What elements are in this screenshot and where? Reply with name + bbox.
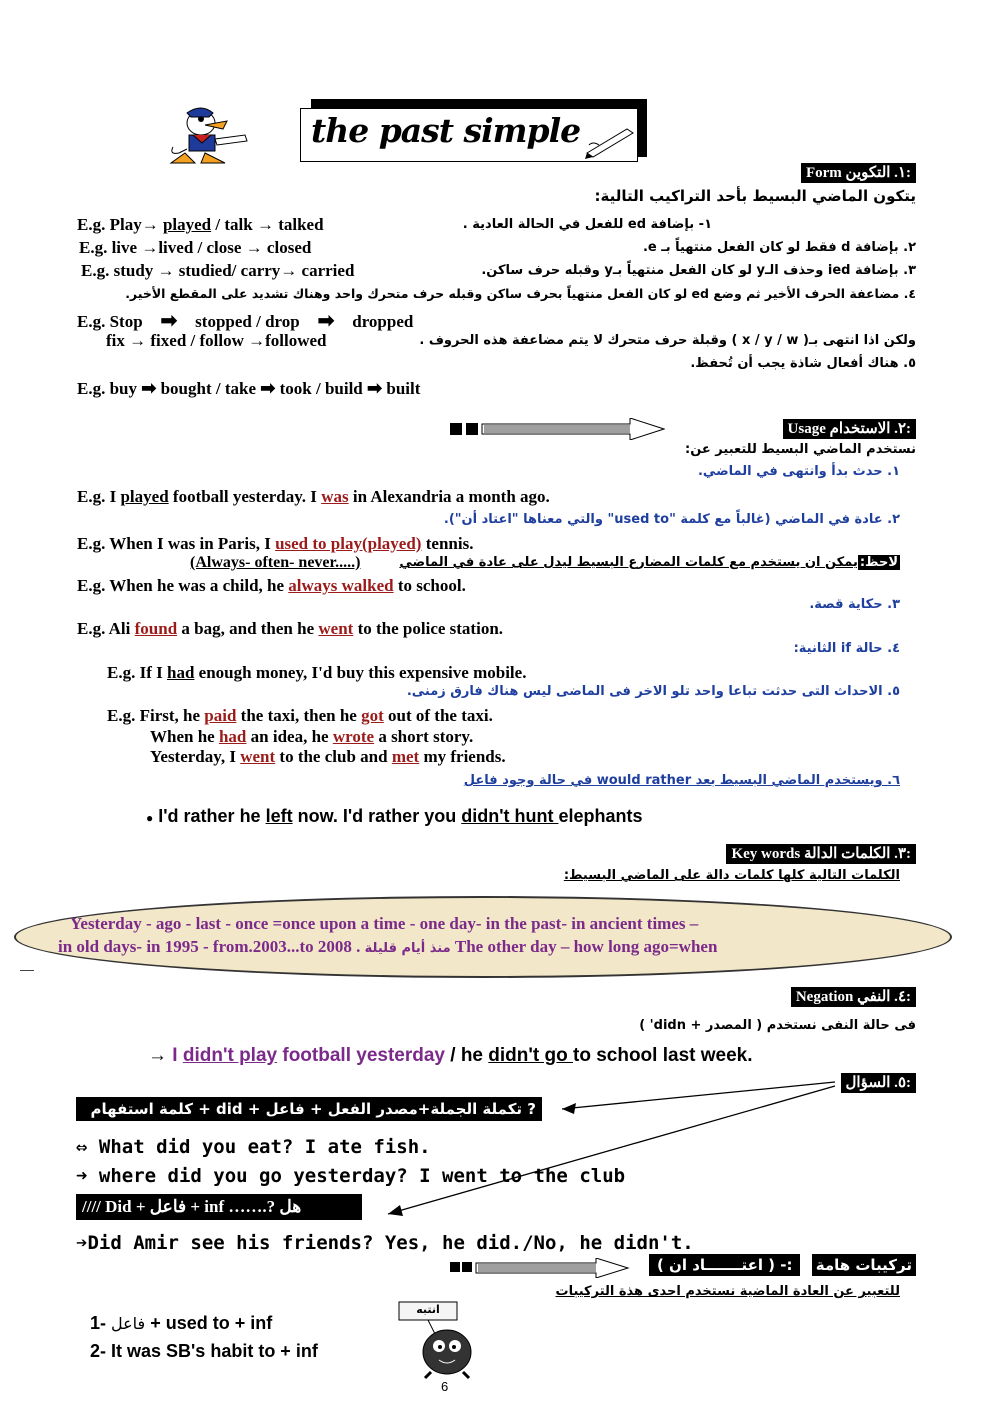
keywords-intro: الكلمات التالية كلها كلمات دالة على الماضي البسيط: xyxy=(563,868,900,883)
page-title: the past simple xyxy=(311,111,581,150)
section-header-question: ٥. السؤال: xyxy=(841,1073,917,1093)
form-example-5: E.g. buy ➡ bought / take ➡ took / build ➡ built xyxy=(77,378,421,398)
usage-example-1: E.g. I played football yesterday. I was in Alexandria a month ago. xyxy=(77,487,550,506)
usage-4: ٤. حالة if الثانية: xyxy=(793,641,900,656)
form-example-2: E.g. live →lived / close → closed xyxy=(79,238,312,257)
form-example-1: E.g. Play→ played / talk → talked xyxy=(77,215,324,234)
usage-example-5c: Yesterday, I went to the club and met my friends. xyxy=(150,747,506,766)
question-formula-2: //// Did + فاعل + inf …….? هل xyxy=(76,1194,362,1220)
page-number: 6 xyxy=(441,1379,449,1394)
bullet-icon: ● xyxy=(146,811,154,825)
usage-example-2b: E.g. When he was a child, he always walked to school. xyxy=(77,576,466,595)
negation-example: → I didn't play football yesterday / he didn't go to school last week. xyxy=(148,1045,753,1066)
pen-icon xyxy=(583,123,637,159)
usage-1: ١. حدث بدأ وانتهى في الماضي. xyxy=(697,464,900,479)
attention-badge-label: انتبه xyxy=(416,1303,440,1316)
usage-intro: نستخدم الماضي البسيط للتعبير عن: xyxy=(685,442,916,457)
important-structure-1: 1- فاعل + used to + inf xyxy=(90,1313,273,1333)
usage-example-3: E.g. Ali found a bag, and then he went to the police station. xyxy=(77,619,504,638)
usage-note: لاحظ:يمكن ان يستخدم مع كلمات المضارع البسيط ليدل على عادة في الماضي xyxy=(399,555,898,570)
section-header-negation: Negation ٤. النفي: xyxy=(791,987,916,1007)
divider xyxy=(20,970,34,971)
important-intro: للتعبير عن العادة الماضية نستخدم احدى هذة التركيبات xyxy=(555,1284,900,1299)
striped-arrow-icon xyxy=(450,418,665,440)
title-box xyxy=(300,108,638,162)
usage-5: ٥. الاحداث التى حدثت تباعا واحد تلو الاخر فى الماضى ليس هناك فارق زمنى. xyxy=(406,684,900,699)
donald-duck-illustration xyxy=(165,105,285,167)
usage-6: ٦. ويستخدم الماضي البسيط بعد would rather في حالة وجود فاعل xyxy=(463,773,900,788)
form-rule-1: ١- بإضافة ed للفعل في الحالة العادية . xyxy=(462,217,712,232)
important-structure-2: 2- It was SB's habit to + inf xyxy=(90,1341,318,1361)
form-rule-3: ٣. بإضافة ied وحذف الـy لو كان الفعل منتهياً بـy وقبله حرف ساكن. xyxy=(481,263,916,278)
form-rule-5: ٥. هناك أفعال شاذة يجب أن تُحفظ. xyxy=(690,356,916,371)
question-formula-1: ? تكملة الجملة+مصدر الفعل + فاعل + did + كلمة استفهام xyxy=(76,1097,542,1121)
question-example-1: ⇔ What did you eat? I ate fish. xyxy=(76,1136,431,1158)
question-example-2: ➜ where did you go yesterday? I went to the club xyxy=(76,1165,626,1187)
arrow-right-icon: ➡ xyxy=(141,378,157,398)
question-example-3: ➔Did Amir see his friends? Yes, he did./No, he didn't. xyxy=(76,1232,694,1254)
important-header: تركيبات هامة :- ( اعتـــــــاد ان ) xyxy=(649,1256,916,1274)
form-rule-2: ٢. بإضافة d فقط لو كان الفعل منتهياً بـ e. xyxy=(642,240,916,255)
usage-example-6: ● I'd rather he left now. I'd rather you didn't hunt elephants xyxy=(146,806,643,826)
arrow-right-icon: ➡ xyxy=(260,378,276,398)
striped-arrow-icon xyxy=(450,1258,630,1278)
form-intro: يتكون الماضي البسيط بأحد التراكيب التالية: xyxy=(594,187,916,205)
usage-2: ٢. عادة في الماضي (غالباً مع كلمة "used to" والتي معناها "اعتاد أن"). xyxy=(443,512,900,527)
attention-character-illustration xyxy=(395,1298,505,1380)
arrow-right-icon: ➡ xyxy=(367,378,383,398)
section-header-usage: Usage ٢. الاستخدام: xyxy=(783,419,916,439)
keywords-line-2: in old days- in 1995 - from.2003...to 2008 . منذ أيام قليلة The other day – how long ago=when xyxy=(58,937,718,956)
usage-3: ٣. حكاية قصة. xyxy=(809,597,900,612)
keywords-line-1: Yesterday - ago - last - once =once upon a time - one day- in the past- in ancient times – xyxy=(70,914,699,933)
usage-example-5b: When he had an idea, he wrote a short story. xyxy=(150,727,474,746)
form-example-4: E.g. Stop ➡ stopped / drop ➡ dropped xyxy=(77,310,414,332)
section-header-keywords: Key words ٣. الكلمات الدالة: xyxy=(726,844,916,864)
form-example-4b: fix → fixed / follow →followed xyxy=(106,331,327,350)
negation-rule: فى حالة النفى نستخدم ( المصدر + didn' ) xyxy=(639,1018,916,1033)
section-header-form: Form ١. التكوين: xyxy=(801,163,916,183)
usage-example-4: E.g. If I had enough money, I'd buy this expensive mobile. xyxy=(107,663,527,682)
form-rule-4: ٤. مضاعفة الحرف الأخير ثم وضع ed لو كان الفعل منتهياً بحرف ساكن وقبله حرف متحرك واحد وهناك تشديد على المقطع الأخير. xyxy=(125,286,916,301)
arrow-right-icon: ➡ xyxy=(160,310,178,332)
usage-example-5a: E.g. First, he paid the taxi, then he got out of the taxi. xyxy=(107,706,493,725)
usage-example-2: E.g. When I was in Paris, I used to play(played) tennis. xyxy=(77,534,474,553)
form-rule-4b: ولكن اذا انتهى بـ( x / y / w ) وقبلة حرف متحرك لا يتم مضاعفة هذه الحروف . xyxy=(419,333,916,348)
form-example-3: E.g. study → studied/ carry→ carried xyxy=(81,261,355,280)
usage-note-words: (Always- often- never.....) xyxy=(190,554,361,571)
arrow-right-icon: ➡ xyxy=(317,310,335,332)
